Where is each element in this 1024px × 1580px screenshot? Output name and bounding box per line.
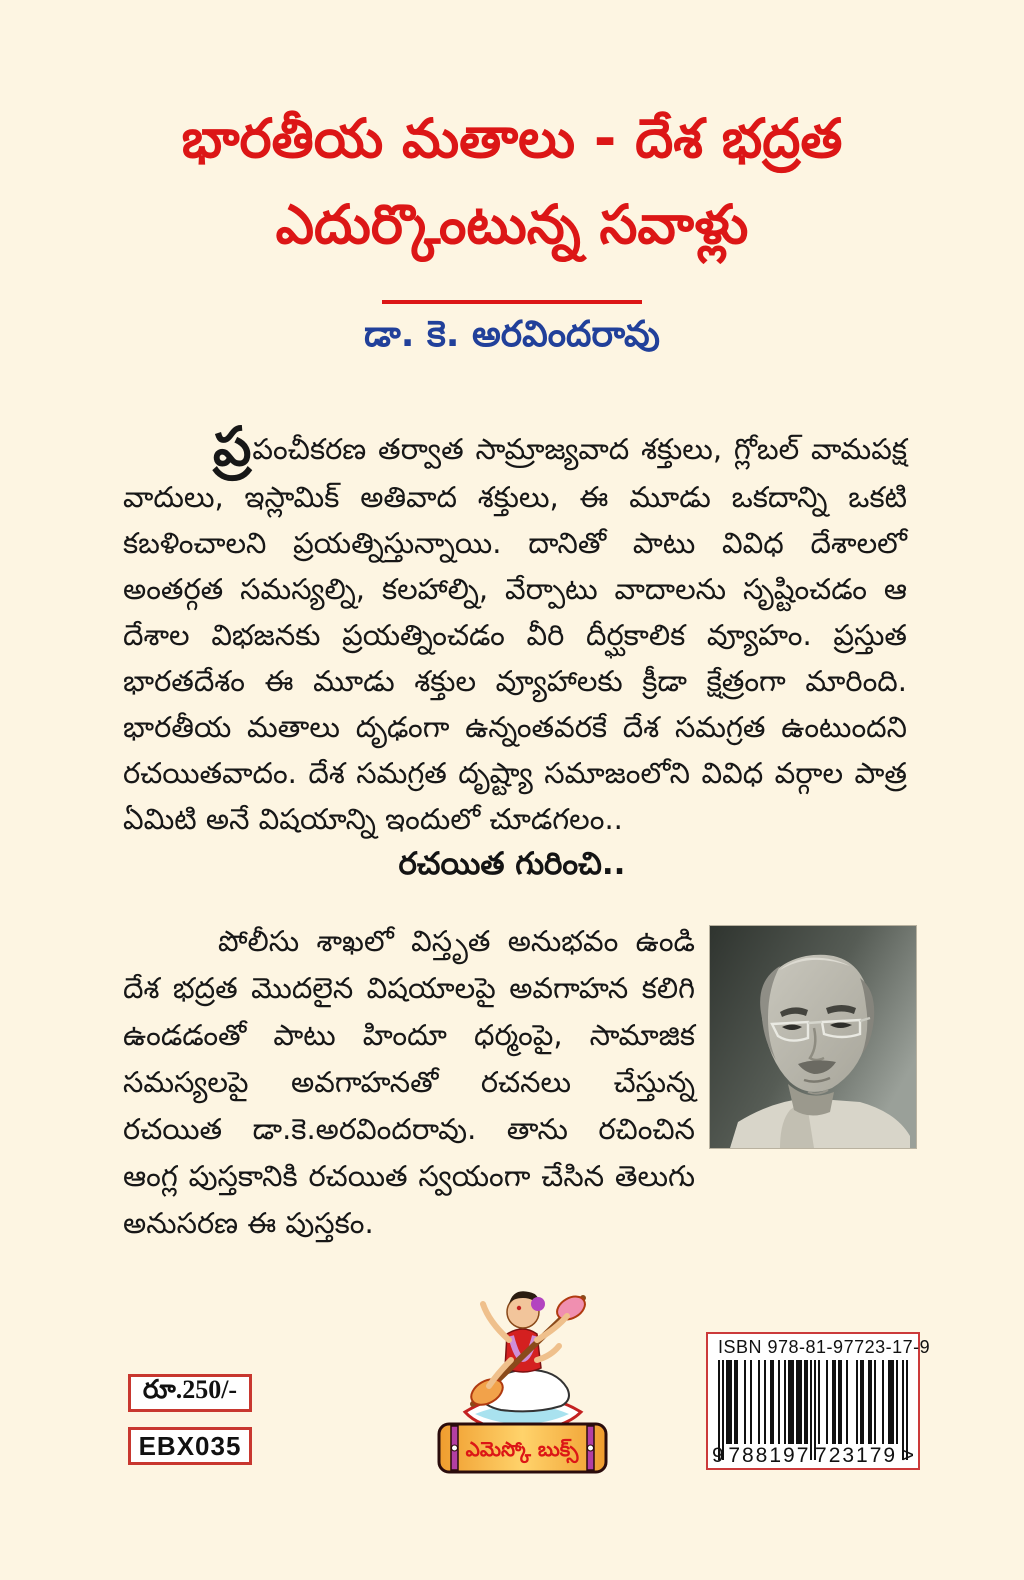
author-portrait-illustration [710, 926, 916, 1148]
price-text: రూ.250/- [142, 1375, 238, 1404]
publisher-logo [435, 1264, 610, 1476]
isbn-barcode-block [706, 1332, 931, 1470]
stock-code-text: EBX035 [138, 1430, 242, 1461]
book-title [0, 96, 1024, 269]
synopsis-dropcap: ప్ర [213, 415, 253, 478]
barcode-digit-group-2: 788197 [728, 1444, 811, 1467]
barcode-end-mark: > [901, 1444, 914, 1467]
price-box [128, 1374, 252, 1412]
author-name: డా. కె. అరవిందరావు [364, 314, 660, 355]
barcode-bars [712, 1360, 914, 1467]
about-author-text: పోలీసు శాఖలో విస్తృత అనుభవం ఉండి దేశ భద్రత మొదలైన విషయాలపై అవగాహన కలిగి ఉండడంతో పాటు హిందూ ధర్మంపై, సామాజిక సమస్యలపై అవగాహనతో రచనలు చేస్తున్న రచయిత డా.కె.అరవిందరావు. తాను రచించిన ఆంగ్ల పుస్తకానికి రచయిత స్వయంగా చేసిన తెలుగు అనుసరణ ఈ పుస్తకం. [123, 924, 695, 1240]
title-divider [382, 300, 642, 304]
synopsis-paragraph [123, 415, 907, 842]
author-photo [710, 926, 916, 1148]
book-title-line1: భారతీయ మతాలు - దేశ భద్రత [181, 107, 843, 170]
publisher-name: ఎమెస్కో బుక్స్ [465, 1437, 579, 1461]
barcode-digit-group-3: 723179 [815, 1444, 898, 1467]
barcode-digit-group-1: 9 [712, 1444, 724, 1467]
stock-code-box [128, 1427, 252, 1465]
book-title-line2: ఎదుర్కొంటున్న సవాళ్లు [275, 193, 749, 257]
saraswati-illustration [435, 1264, 610, 1476]
barcode-digits [712, 1445, 914, 1466]
about-author-heading: రచయిత గురించి.. [398, 846, 626, 882]
isbn-label: ISBN 978-81-97723-17-9 [718, 1337, 931, 1357]
synopsis-text: పంచీకరణ తర్వాత సామ్రాజ్యవాద శక్తులు, గ్లోబల్ వామపక్ష వాదులు, ఇస్లామిక్ అతివాద శక్తులు, ఈ మూడు ఒకదాన్ని ఒకటి కబళించాలని ప్రయత్నిస్తున్నాయి. దానితో పాటు వివిధ దేశాలలో అంతర్గత సమస్యల్ని, కలహాల్ని, వేర్పాటు వాదాలను సృష్టించడం ఆ దేశాల విభజనకు ప్రయత్నించడం వీరి దీర్ఘకాలిక వ్యూహం. ప్రస్తుత భారతదేశం ఈ మూడు శక్తుల వ్యూహాలకు క్రీడా క్షేత్రంగా మారింది. భారతీయ మతాలు దృఢంగా ఉన్నంతవరకే దేశ సమగ్రత ఉంటుందని రచయితవాదం. దేశ సమగ్రత దృష్ట్యా సమాజంలోని వివిధ వర్గాల పాత్ర ఏమిటి అనే విషయాన్ని ఇందులో చూడగలం.. [123, 432, 907, 836]
